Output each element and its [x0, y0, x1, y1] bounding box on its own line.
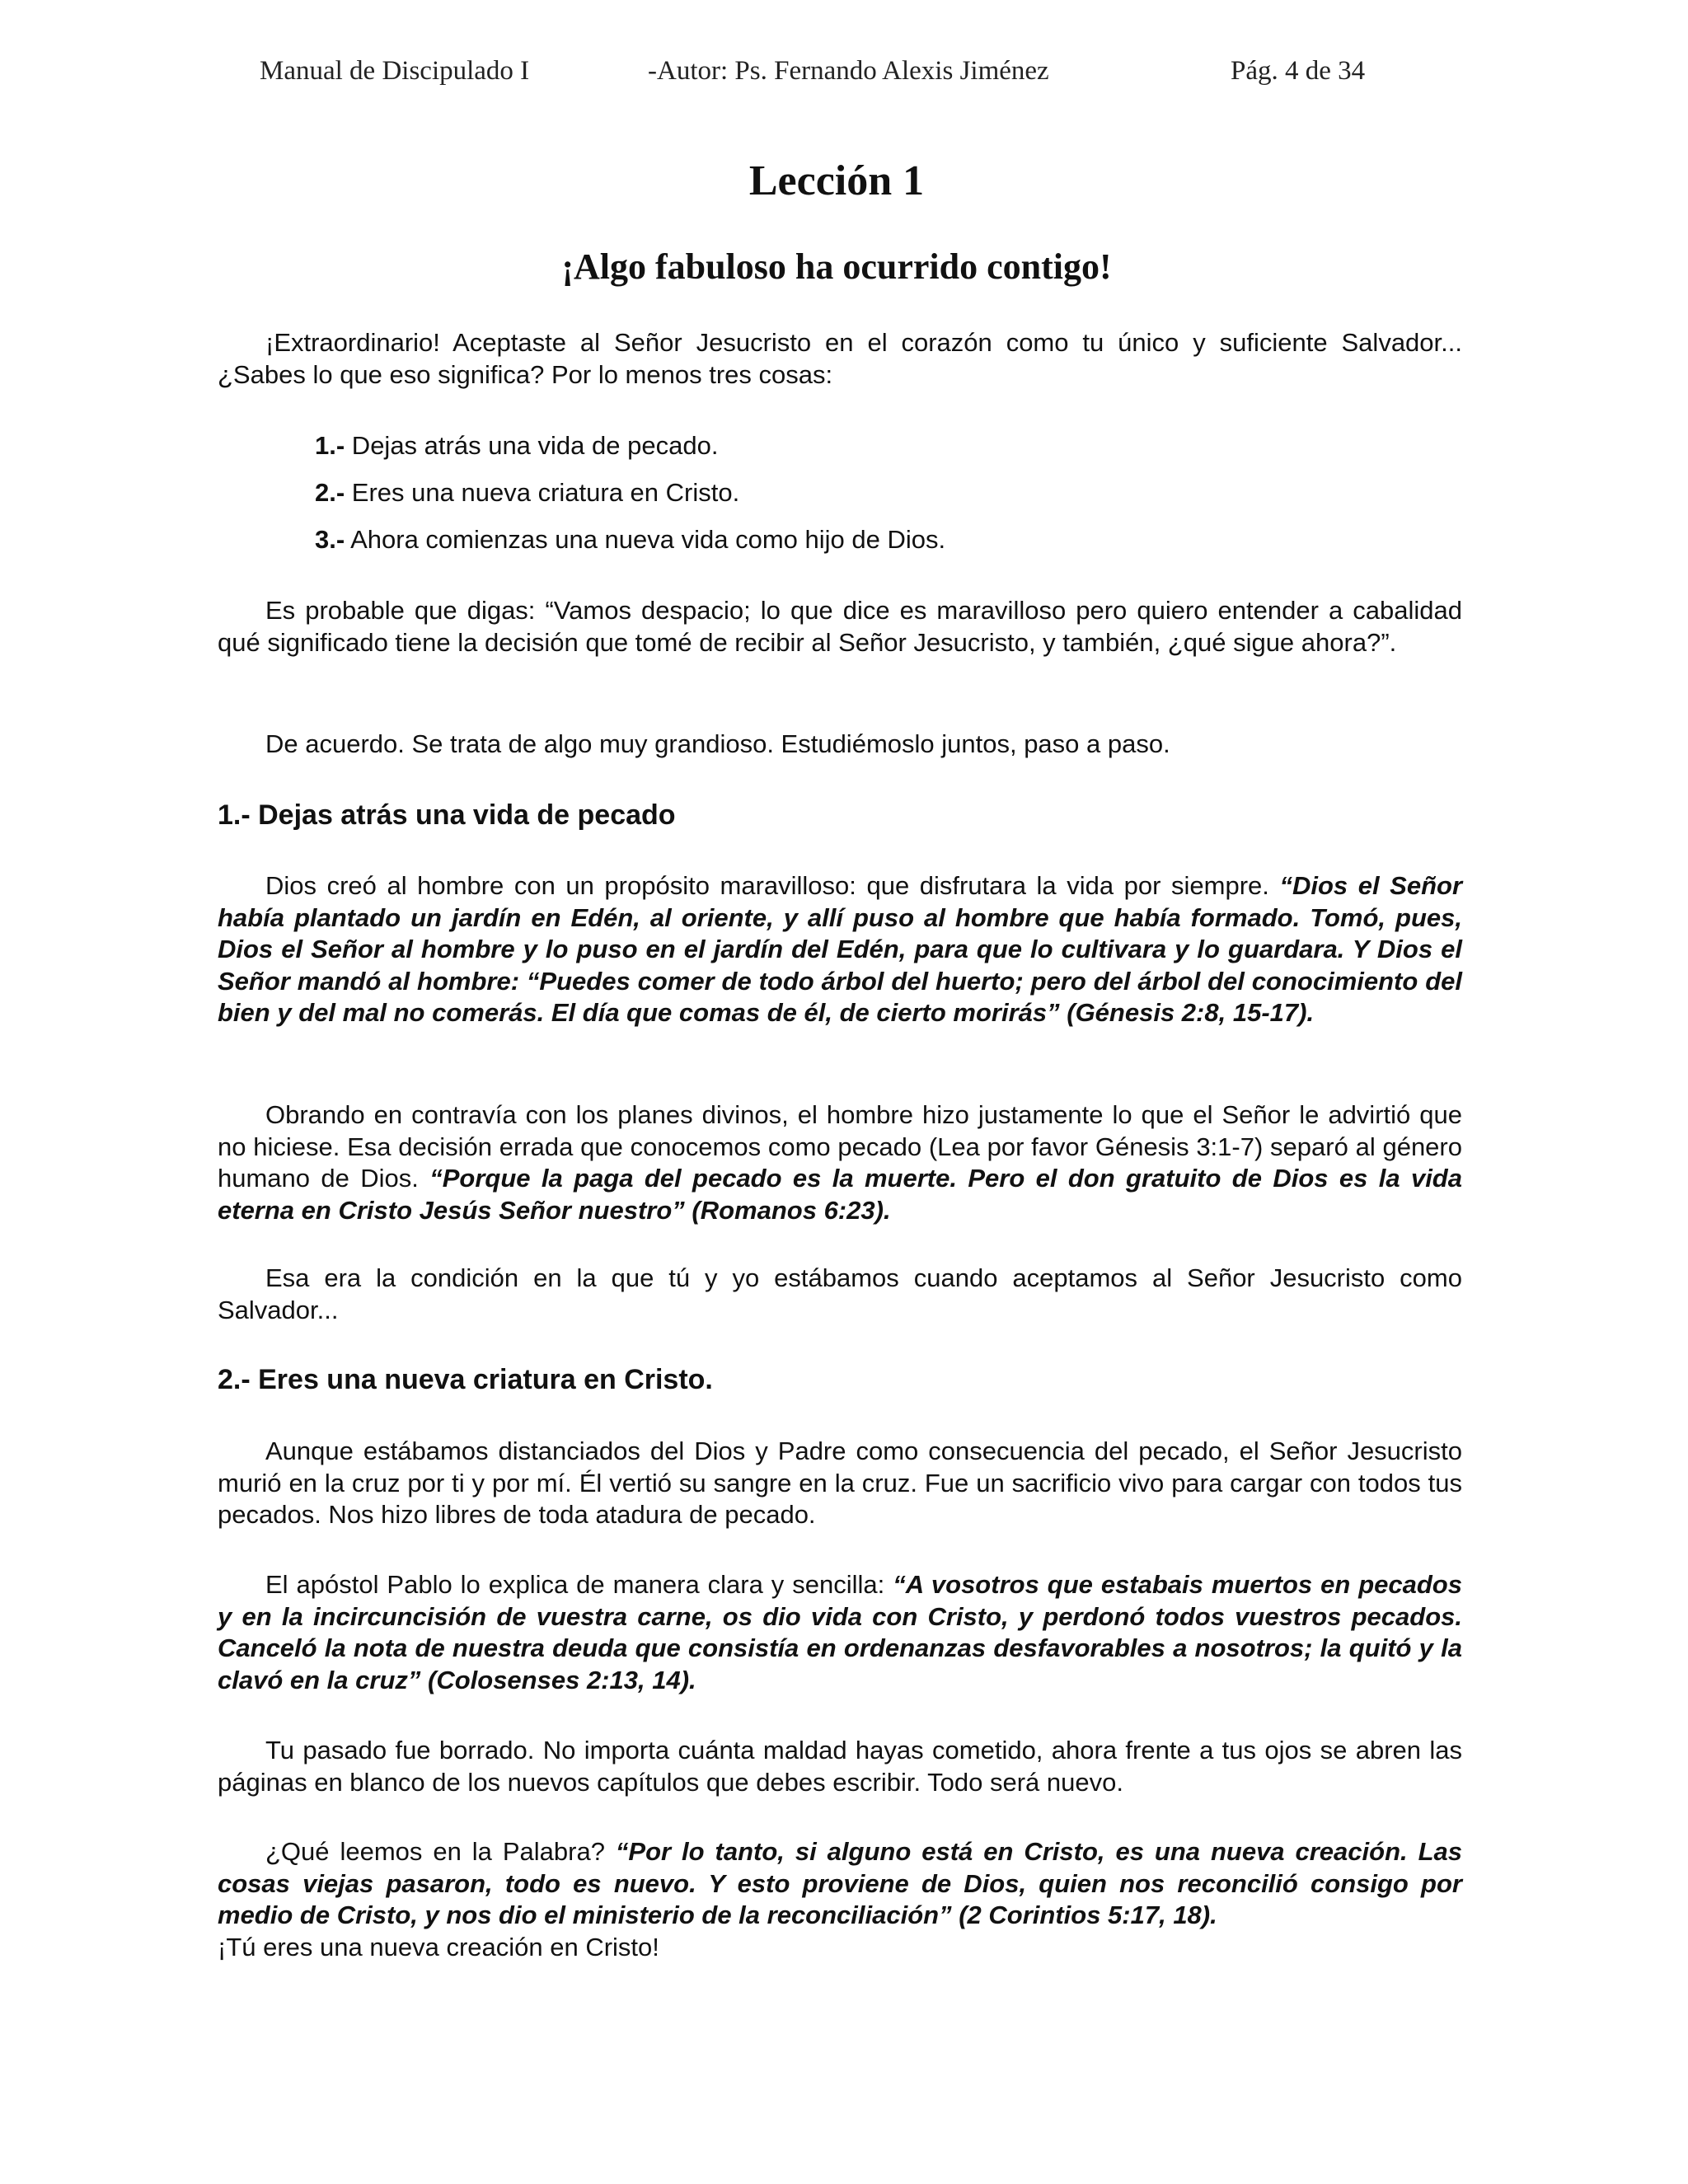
page-header: [0, 56, 1688, 97]
list-item: [315, 525, 945, 555]
list-item-number: 2.-: [315, 478, 345, 507]
probable-paragraph-block: [218, 595, 1462, 658]
corintios-quote: “Por lo tanto, si alguno está en Cristo, es una nueva creación. Las cosas viejas pasaron, todo es nuevo. Y esto proviene de Dios, quien nos reconcilió consigo por medio de Cristo, y nos dio el ministerio de la reconciliación” (2 Corintios 5:17, 18).: [218, 1837, 1462, 1929]
section2-paragraph-3-block: [218, 1735, 1462, 1798]
probable-paragraph: Es probable que digas: “Vamos despacio; lo que dice es maravilloso pero quiero entender a cabalidad qué significado tiene la decisión que tomé de recibir al Señor Jesucristo, y también, ¿qué sigue ahora?”.: [218, 596, 1462, 657]
section1-paragraph-3-block: [218, 1263, 1462, 1326]
section2-paragraph-4-block: [218, 1836, 1462, 1963]
acuerdo-paragraph: De acuerdo. Se trata de algo muy grandioso. Estudiémoslo juntos, paso a paso.: [265, 729, 1170, 758]
section1-paragraph-2-block: [218, 1099, 1462, 1226]
section1-p1-text: Dios creó al hombre con un propósito maravilloso: que disfrutara la vida por siempre.: [265, 871, 1280, 900]
section2-paragraph-3: Tu pasado fue borrado. No importa cuánta maldad hayas cometido, ahora frente a tus ojos se abren las páginas en blanco de los nuevos capítulos que debes escribir. Todo será nuevo.: [218, 1736, 1462, 1797]
lesson-subtitle: ¡Algo fabuloso ha ocurrido contigo!: [561, 246, 1112, 287]
list-item-text: Eres una nueva criatura en Cristo.: [345, 478, 740, 507]
genesis-quote: “Dios el Señor había plantado un jardín en Edén, al oriente, y allí puso al hombre que había formado. Tomó, pues, Dios el Señor al hombre y lo puso en el jardín del Edén, para que lo cultivara y lo guardara. Y Dios el Señor mandó al hombre: “Puedes comer de todo árbol del huerto; pero del árbol del conocimiento del bien y del mal no comerás. El día que comas de él, de cierto morirás” (Génesis 2:8, 15-17).: [218, 871, 1463, 1027]
section2-paragraph-4: [218, 1836, 1462, 1932]
header-author: -Autor: Ps. Fernando Alexis Jiménez: [648, 56, 1049, 86]
colosenses-quote: “A vosotros que estabais muertos en pecados y en la incircuncisión de vuestra carne, os dio vida con Cristo, y perdonó todos vuestros pecados. Canceló la nota de nuestra deuda que consistía en ordenanzas desfavorables a nosotros; la quitó y la clavó en la cruz” (Colosenses 2:13, 14).: [218, 1570, 1462, 1694]
closing-line: ¡Tú eres una nueva creación en Cristo!: [218, 1932, 659, 1961]
header-manual-title: Manual de Discipulado I: [260, 56, 530, 86]
list-item: [315, 431, 718, 461]
section2-paragraph-1: Aunque estábamos distanciados del Dios y Padre como consecuencia del pecado, el Señor Jesucristo murió en la cruz por ti y por mí. Él vertió su sangre en la cruz. Fue un sacrificio vivo para cargar con todos tus pecados. Nos hizo libres de toda atadura de pecado.: [218, 1436, 1462, 1529]
section2-p4-text: ¿Qué leemos en la Palabra?: [265, 1837, 616, 1866]
section2-p2-text: El apóstol Pablo lo explica de manera clara y sencilla:: [265, 1570, 893, 1599]
list-item-text: Dejas atrás una vida de pecado.: [345, 431, 719, 460]
section1-paragraph-2: [218, 1099, 1462, 1226]
list-item-text: Ahora comienzas una nueva vida como hijo de Dios.: [345, 525, 946, 554]
intro-paragraph: ¡Extraordinario! Aceptaste al Señor Jesucristo en el corazón como tu único y suficiente Salvador... ¿Sabes lo que eso significa? Por lo menos tres cosas:: [218, 328, 1462, 389]
intro-paragraph-block: [218, 327, 1462, 391]
list-item: [315, 478, 739, 508]
romanos-quote: “Porque la paga del pecado es la muerte. Pero el don gratuito de Dios es la vida eterna en Cristo Jesús Señor nuestro” (Romanos 6:23).: [218, 1164, 1462, 1225]
section2-paragraph-2: [218, 1569, 1462, 1696]
section2-heading: 2.- Eres una nueva criatura en Cristo.: [218, 1364, 713, 1395]
list-item-number: 3.-: [315, 525, 345, 554]
lesson-title: Lección 1: [748, 157, 925, 204]
section2-paragraph-2-block: [218, 1569, 1462, 1696]
list-item-number: 1.-: [315, 431, 345, 460]
section1-paragraph-1-block: [218, 870, 1462, 1029]
header-page-number: Pág. 4 de 34: [1231, 56, 1366, 86]
section2-paragraph-1-block: [218, 1436, 1462, 1531]
acuerdo-paragraph-block: [218, 729, 1462, 761]
section1-p2-text: Obrando en contravía con los planes divinos, el hombre hizo justamente lo que el Señor le advirtió que no hiciese. Esa decisión errada que conocemos como pecado (Lea por favor Génesis 3:1-7) separó al género humano de Dios.: [218, 1100, 1462, 1193]
section1-heading: 1.- Dejas atrás una vida de pecado: [218, 799, 676, 831]
section1-paragraph-1: [218, 870, 1462, 1029]
section1-paragraph-3: Esa era la condición en la que tú y yo estábamos cuando aceptamos al Señor Jesucristo como Salvador...: [218, 1263, 1462, 1324]
